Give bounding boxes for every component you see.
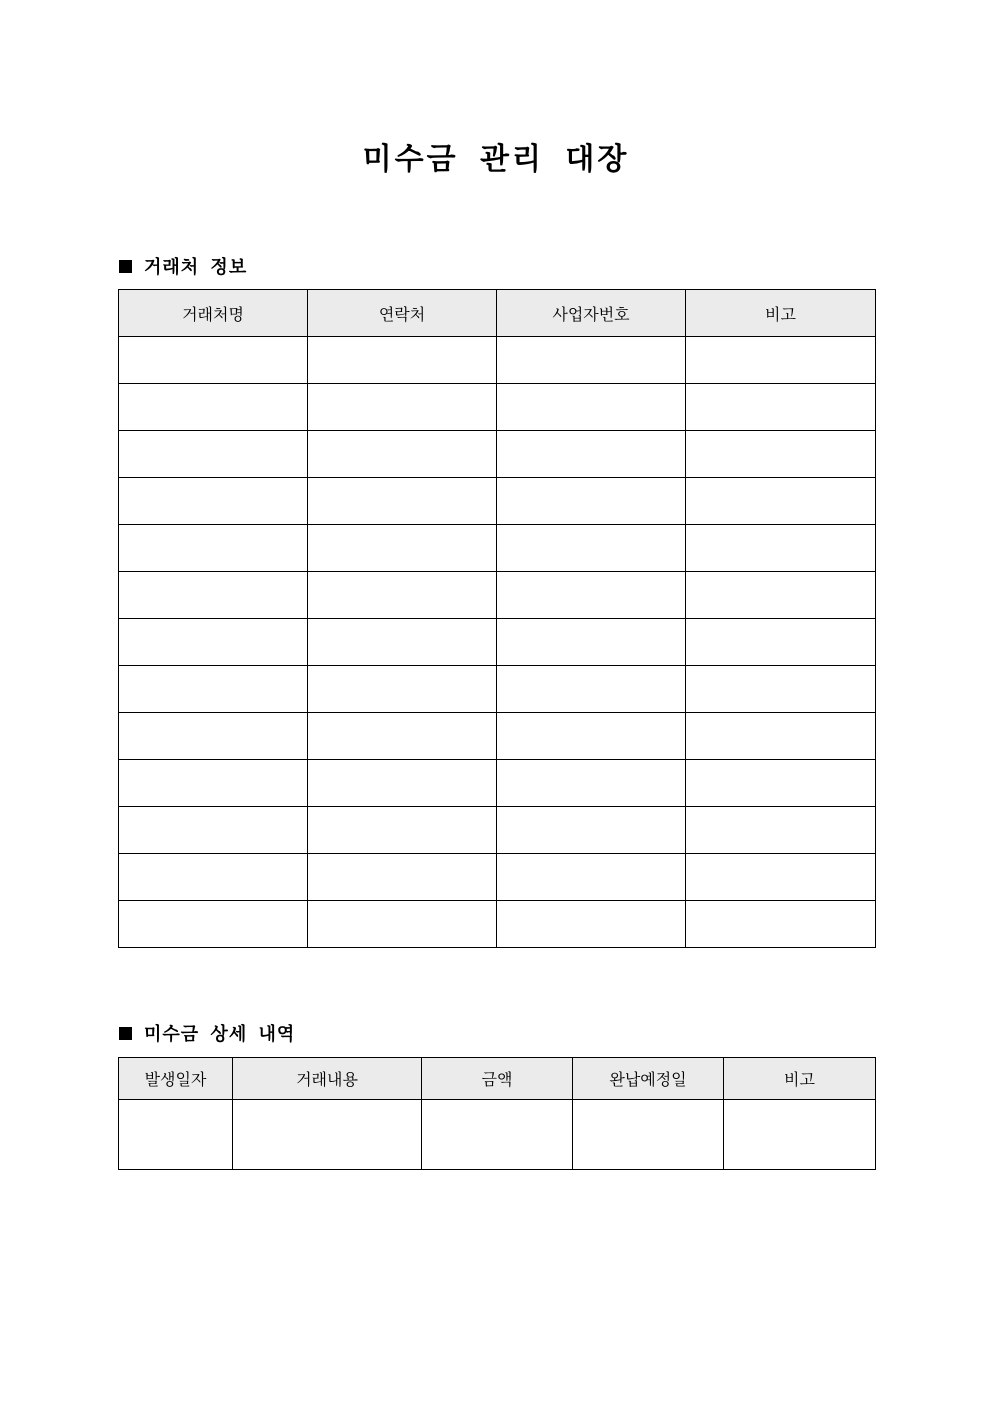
table-cell[interactable]: [308, 572, 497, 619]
column-header-date: 발생일자: [119, 1058, 233, 1100]
table-cell[interactable]: [119, 572, 308, 619]
table-cell[interactable]: [497, 431, 686, 478]
table-cell[interactable]: [119, 1100, 233, 1170]
table-cell[interactable]: [119, 854, 308, 901]
table-cell[interactable]: [308, 337, 497, 384]
table-cell[interactable]: [573, 1100, 724, 1170]
table-cell[interactable]: [119, 619, 308, 666]
table-cell[interactable]: [686, 619, 876, 666]
table-cell[interactable]: [497, 384, 686, 431]
table-cell[interactable]: [119, 384, 308, 431]
table-cell[interactable]: [686, 807, 876, 854]
receivable-section-title: 미수금 상세 내역: [144, 1024, 296, 1045]
table-cell[interactable]: [497, 572, 686, 619]
table-cell[interactable]: [308, 807, 497, 854]
table-cell[interactable]: [119, 807, 308, 854]
table-cell[interactable]: [686, 384, 876, 431]
client-info-table: [118, 289, 876, 948]
table-cell[interactable]: [686, 901, 876, 948]
table-row: [119, 854, 876, 901]
table-row: [119, 1100, 876, 1170]
table-cell[interactable]: [686, 431, 876, 478]
column-header-client-name: 거래처명: [119, 290, 308, 337]
table-row: [119, 337, 876, 384]
table-row: [119, 666, 876, 713]
table-cell[interactable]: [308, 619, 497, 666]
table-row: [119, 807, 876, 854]
column-header-notes: 비고: [686, 290, 876, 337]
table-cell[interactable]: [308, 666, 497, 713]
table-cell[interactable]: [308, 384, 497, 431]
table-row: [119, 760, 876, 807]
table-row: [119, 384, 876, 431]
receivable-section-heading: [119, 1020, 295, 1046]
table-cell[interactable]: [497, 854, 686, 901]
table-cell[interactable]: [308, 713, 497, 760]
table-cell[interactable]: [497, 713, 686, 760]
table-cell[interactable]: [686, 854, 876, 901]
table-cell[interactable]: [686, 337, 876, 384]
table-cell[interactable]: [497, 337, 686, 384]
column-header-notes: 비고: [724, 1058, 876, 1100]
table-cell[interactable]: [119, 760, 308, 807]
table-cell[interactable]: [308, 854, 497, 901]
table-cell[interactable]: [119, 431, 308, 478]
column-header-amount: 금액: [422, 1058, 573, 1100]
table-row: [119, 478, 876, 525]
table-cell[interactable]: [497, 666, 686, 713]
table-cell[interactable]: [497, 760, 686, 807]
table-cell[interactable]: [308, 525, 497, 572]
table-cell[interactable]: [724, 1100, 876, 1170]
table-cell[interactable]: [686, 760, 876, 807]
square-bullet-icon: [119, 1027, 132, 1040]
table-cell[interactable]: [497, 525, 686, 572]
client-section-title: 거래처 정보: [144, 257, 248, 278]
table-cell[interactable]: [119, 713, 308, 760]
table-row: [119, 525, 876, 572]
table-cell[interactable]: [686, 666, 876, 713]
table-cell[interactable]: [497, 478, 686, 525]
table-cell[interactable]: [119, 478, 308, 525]
table-cell[interactable]: [308, 478, 497, 525]
table-header-row: [119, 290, 876, 337]
page-title: 미수금 관리 대장: [362, 142, 630, 177]
column-header-due-date: 완납예정일: [573, 1058, 724, 1100]
square-bullet-icon: [119, 260, 132, 273]
table-cell[interactable]: [119, 901, 308, 948]
table-row: [119, 572, 876, 619]
table-cell[interactable]: [233, 1100, 422, 1170]
client-section-heading: [119, 253, 247, 279]
table-cell[interactable]: [497, 807, 686, 854]
table-cell[interactable]: [422, 1100, 573, 1170]
table-cell[interactable]: [119, 337, 308, 384]
table-row: [119, 431, 876, 478]
table-row: [119, 619, 876, 666]
table-row: [119, 713, 876, 760]
column-header-business-number: 사업자번호: [497, 290, 686, 337]
table-cell[interactable]: [119, 666, 308, 713]
table-cell[interactable]: [497, 901, 686, 948]
receivable-detail-table: [118, 1057, 876, 1170]
table-cell[interactable]: [686, 525, 876, 572]
table-cell[interactable]: [686, 572, 876, 619]
table-cell[interactable]: [686, 478, 876, 525]
table-cell[interactable]: [308, 901, 497, 948]
table-cell[interactable]: [119, 525, 308, 572]
column-header-transaction: 거래내용: [233, 1058, 422, 1100]
column-header-contact: 연락처: [308, 290, 497, 337]
table-row: [119, 901, 876, 948]
table-cell[interactable]: [686, 713, 876, 760]
table-cell[interactable]: [497, 619, 686, 666]
table-header-row: [119, 1058, 876, 1100]
table-cell[interactable]: [308, 760, 497, 807]
table-cell[interactable]: [308, 431, 497, 478]
